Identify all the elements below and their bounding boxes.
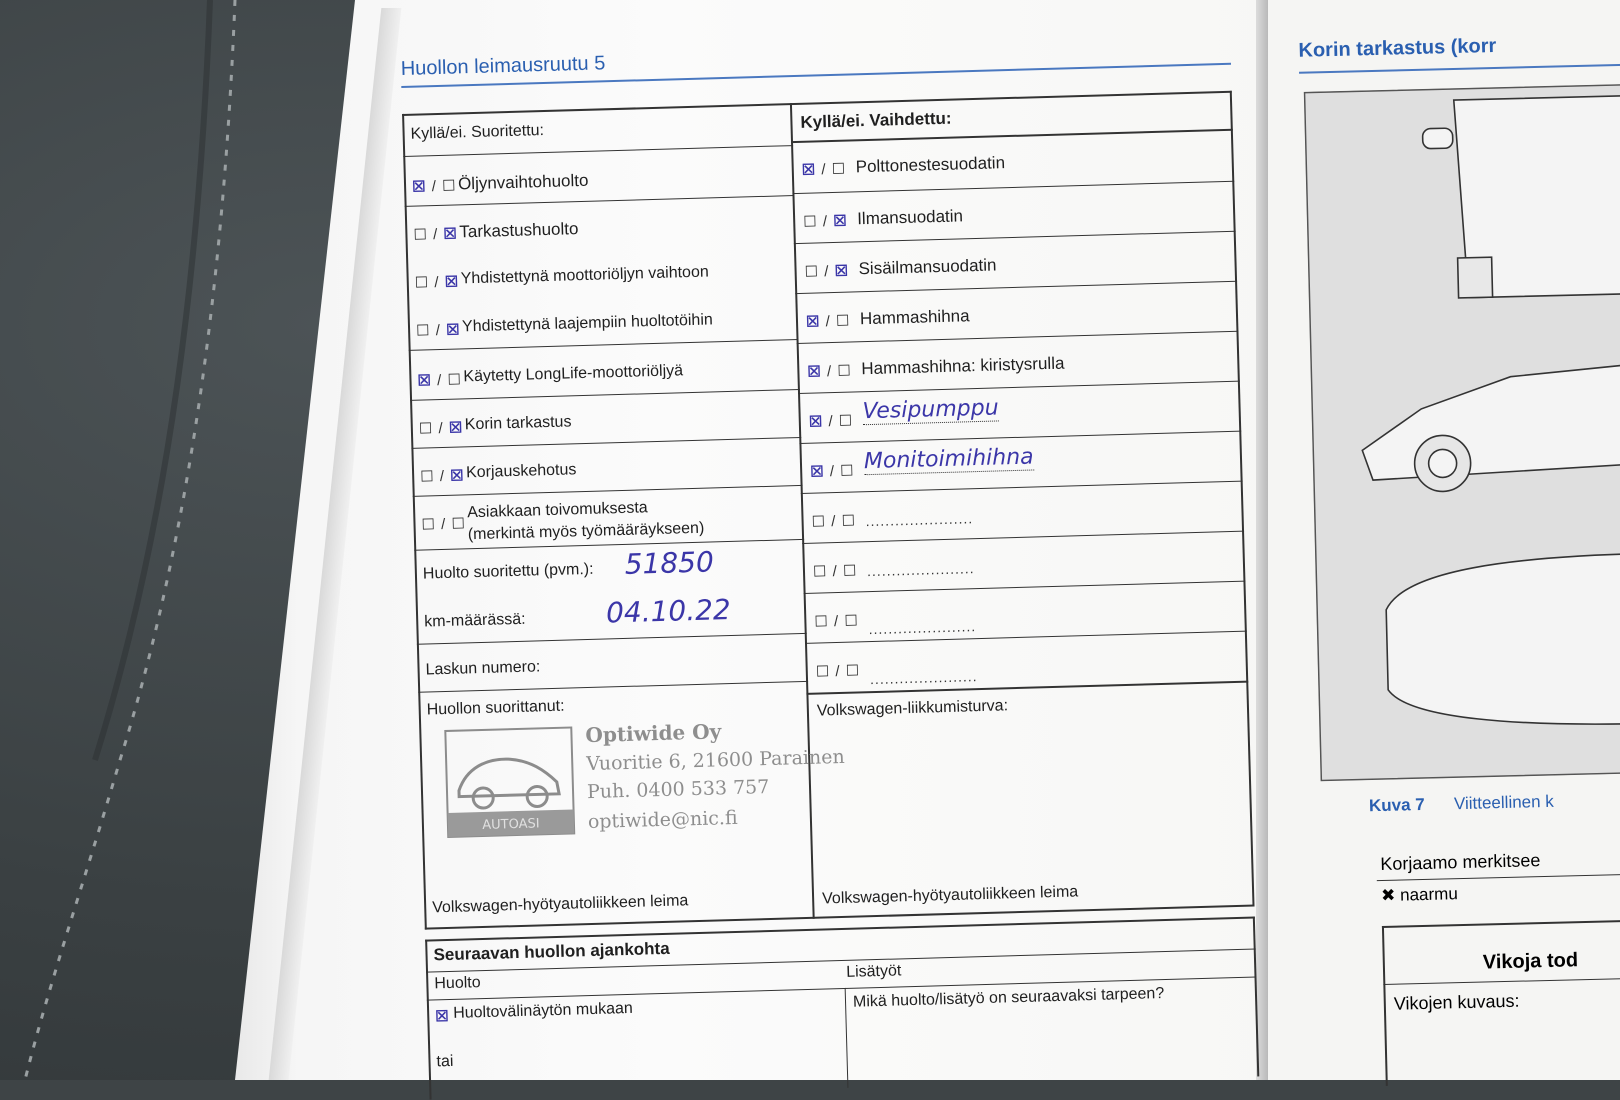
car-diagram bbox=[1304, 84, 1620, 782]
checkbox-air-filter[interactable]: ☐ / ☒ bbox=[803, 212, 848, 231]
form-title: Huollon leimausruutu 5 bbox=[400, 52, 606, 80]
row-divider bbox=[417, 633, 807, 645]
left-header-rule bbox=[403, 145, 793, 157]
note-rule bbox=[1377, 873, 1620, 881]
checkbox-blank-1[interactable]: ☐ / ☐ bbox=[811, 512, 857, 531]
checkbox-tensioner[interactable]: ☒ / ☐ bbox=[807, 362, 853, 381]
next-service-question: Mikä huolto/lisätyö on seuraavaksi tarpeen? bbox=[852, 985, 1165, 1011]
row-divider bbox=[411, 437, 801, 449]
dealer-stamp-right-label: Volkswagen-hyötyautoliikkeen leima bbox=[821, 883, 1079, 908]
row-divider bbox=[792, 181, 1234, 194]
defects-description-label: Vikojen kuvaus: bbox=[1393, 990, 1520, 1014]
item-repair-request: Korjauskehotus bbox=[465, 461, 577, 482]
checkbox-timing-belt[interactable]: ☒ / ☐ bbox=[805, 312, 851, 331]
item-water-pump: Vesipumppu bbox=[862, 395, 999, 425]
checkbox-repair-request[interactable]: ☐ / ☒ bbox=[419, 467, 465, 486]
stamp-company: Optiwide Oy bbox=[585, 719, 722, 748]
checkbox-water-pump[interactable]: ☒ / ☐ bbox=[808, 412, 854, 431]
svg-text:AUTOASI: AUTOASI bbox=[482, 816, 540, 834]
item-fuel-filter: Polttonestesuodatin bbox=[855, 153, 1006, 177]
workshop-logo bbox=[443, 725, 576, 839]
service-date-value: 51850 bbox=[624, 545, 715, 581]
blank-line-4[interactable]: ...................... bbox=[869, 668, 978, 688]
figure-caption-text: Viitteellinen k bbox=[1453, 791, 1555, 814]
checkbox-with-extended-service[interactable]: ☐ / ☒ bbox=[415, 321, 461, 340]
blank-line-2[interactable]: ...................... bbox=[866, 560, 975, 580]
next-service-option: Huoltovälinäytön mukaan bbox=[452, 999, 634, 1022]
item-customer-request-note: (merkintä myös työmääräykseen) bbox=[467, 519, 705, 544]
next-service-title: Seuraavan huollon ajankohta bbox=[433, 938, 670, 965]
row-divider bbox=[413, 485, 803, 497]
dealer-stamp-left-label: Volkswagen-hyötyautoliikkeen leima bbox=[432, 892, 689, 917]
row-divider bbox=[797, 331, 1239, 344]
body-inspection-page bbox=[1290, 22, 1620, 1090]
item-inspection: Tarkastushuolto bbox=[459, 219, 579, 242]
workshop-note: Korjaamo merkitsee bbox=[1380, 850, 1541, 875]
right-column-header: Kyllä/ei. Vaihdettu: bbox=[800, 108, 952, 132]
checkbox-cabin-filter[interactable]: ☐ / ☒ bbox=[804, 262, 850, 281]
km-value: 04.10.22 bbox=[605, 592, 732, 630]
item-with-extended-service: Yhdistettynä laajempiin huoltotöihin bbox=[461, 311, 714, 336]
row-divider bbox=[802, 531, 1244, 544]
item-oil-change: Öljynvaihtohuolto bbox=[457, 170, 589, 194]
km-label: km-määrässä: bbox=[424, 610, 526, 631]
invoice-label: Laskun numero: bbox=[425, 658, 541, 679]
stamp-address: Vuoritie 6, 21600 Parainen bbox=[585, 745, 845, 776]
blank-line-3[interactable]: ...................... bbox=[868, 618, 977, 638]
table-right-border bbox=[1230, 91, 1255, 907]
right-page-title: Korin tarkastus (korr bbox=[1298, 34, 1497, 62]
checkbox-customer-request[interactable]: ☐ / ☐ bbox=[421, 515, 467, 534]
item-body-inspection: Korin tarkastus bbox=[464, 413, 572, 434]
next-service-or: tai bbox=[436, 1052, 454, 1071]
checkbox-blank-2[interactable]: ☐ / ☐ bbox=[812, 562, 858, 581]
item-timing-belt: Hammashihna bbox=[859, 306, 970, 329]
defects-table-row-rule bbox=[1383, 977, 1620, 985]
defects-table-header: Vikoja tod bbox=[1482, 949, 1579, 974]
checkbox-longlife-oil[interactable]: ☒ / ☐ bbox=[417, 371, 463, 390]
row-divider bbox=[801, 481, 1243, 494]
item-with-oil-change: Yhdistettynä moottoriöljyn vaihtoon bbox=[460, 263, 709, 288]
row-divider bbox=[409, 339, 799, 351]
next-service-col-extra: Lisätyöt bbox=[845, 962, 902, 981]
checkbox-service-indicator[interactable]: ☒ bbox=[435, 1007, 450, 1026]
item-tensioner: Hammashihna: kiristysrulla bbox=[861, 353, 1065, 379]
checkbox-inspection[interactable]: ☐ / ☒ bbox=[413, 225, 459, 244]
mobility-label: Volkswagen-liikkumisturva: bbox=[816, 697, 1009, 720]
checkbox-fuel-filter[interactable]: ☒ / ☐ bbox=[801, 160, 847, 179]
next-service-right-border bbox=[1253, 916, 1259, 1076]
row-divider bbox=[804, 581, 1246, 594]
item-longlife-oil: Käytetty LongLife-moottoriöljyä bbox=[463, 362, 684, 386]
performed-by-label: Huollon suorittanut: bbox=[426, 697, 565, 719]
checkbox-serpentine-belt[interactable]: ☒ / ☐ bbox=[809, 462, 855, 481]
service-date-label: Huolto suoritettu (pvm.): bbox=[422, 560, 594, 583]
next-service-top-border bbox=[425, 916, 1255, 941]
right-title-rule bbox=[1299, 64, 1620, 74]
item-air-filter: Ilmansuodatin bbox=[856, 206, 964, 229]
row-divider bbox=[410, 389, 800, 401]
row-divider bbox=[795, 281, 1237, 294]
defects-table-left bbox=[1382, 926, 1388, 1086]
defects-table-top bbox=[1382, 919, 1620, 928]
checkbox-blank-4[interactable]: ☐ / ☐ bbox=[815, 662, 861, 681]
item-serpentine-belt: Monitoimihihna bbox=[863, 444, 1034, 475]
checkbox-body-inspection[interactable]: ☐ / ☒ bbox=[418, 419, 464, 438]
row-divider bbox=[798, 381, 1240, 394]
row-divider bbox=[799, 431, 1241, 444]
row-divider bbox=[405, 195, 795, 207]
next-service-middle-border bbox=[845, 988, 849, 1088]
checkbox-oil-change[interactable]: ☒ / ☐ bbox=[411, 177, 457, 196]
row-divider bbox=[794, 231, 1236, 244]
blank-line-1[interactable]: ...................... bbox=[865, 510, 974, 530]
left-column-header: Kyllä/ei. Suoritettu: bbox=[410, 122, 545, 143]
checkbox-blank-3[interactable]: ☐ / ☐ bbox=[814, 612, 860, 631]
row-divider bbox=[418, 681, 808, 693]
next-service-col-service: Huolto bbox=[434, 974, 481, 993]
stamp-phone: Puh. 0400 533 757 bbox=[586, 775, 770, 804]
checkbox-with-oil-change[interactable]: ☐ / ☒ bbox=[414, 273, 460, 292]
item-customer-request: Asiakkaan toivomuksesta bbox=[466, 499, 648, 522]
item-cabin-filter: Sisäilmansuodatin bbox=[858, 255, 997, 279]
stamp-email: optiwide@nic.fi bbox=[587, 806, 738, 834]
figure-caption-number: Kuva 7 bbox=[1368, 794, 1425, 816]
legend-scratch: ✖ naarmu bbox=[1380, 884, 1458, 906]
service-stamp-form bbox=[400, 15, 1309, 1099]
